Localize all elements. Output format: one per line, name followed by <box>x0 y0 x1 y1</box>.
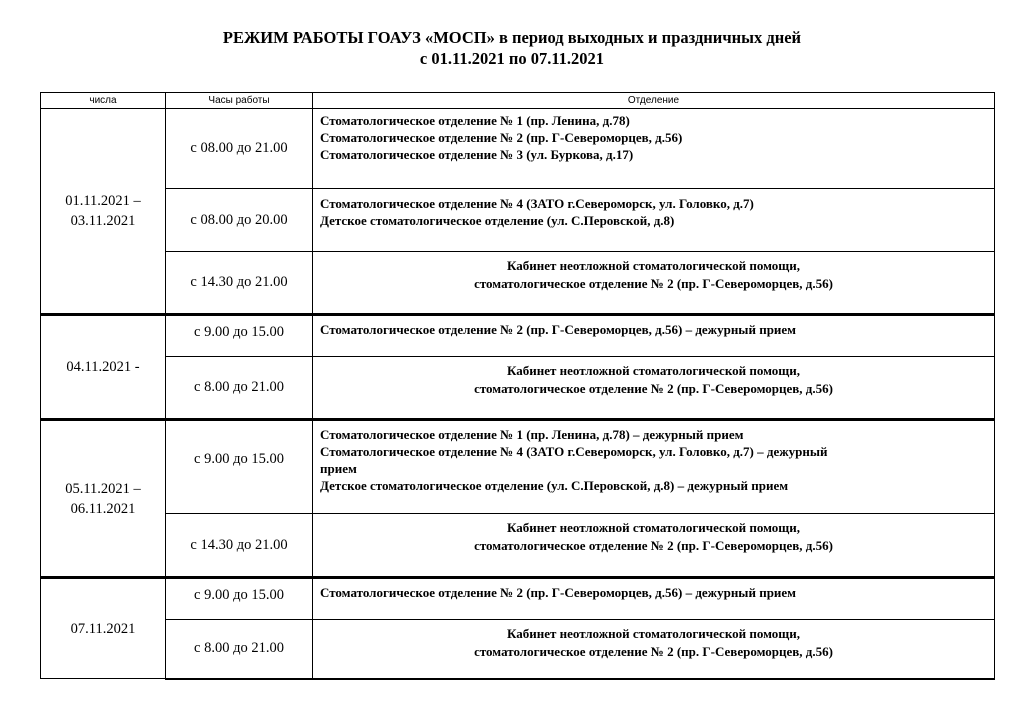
date-text: 07.11.2021 <box>70 620 136 637</box>
department-line: Стоматологическое отделение № 1 (пр. Ленина, д.78) – дежурный прием <box>320 427 744 442</box>
column-header-department: Отделение <box>313 93 995 109</box>
hours-cell: с 9.00 до 15.00 <box>166 315 313 357</box>
date-text: 04.11.2021 - <box>66 359 140 375</box>
department-line: Кабинет неотложной стоматологической помощи, <box>506 363 801 378</box>
department-line: Стоматологическое отделение № 4 (ЗАТО г.Североморск, ул. Головко, д.7) <box>320 196 754 211</box>
department-line: Детское стоматологическое отделение (ул. С.Перовской, д.8) – дежурный прием <box>320 478 789 493</box>
hours-cell: с 14.30 до 21.00 <box>166 514 313 578</box>
department-line: Стоматологическое отделение № 4 (ЗАТО г.Североморск, ул. Головко, д.7) – дежурный <box>320 444 828 459</box>
hours-cell: с 9.00 до 15.00 <box>166 420 313 514</box>
department-line: Стоматологическое отделение № 3 (ул. Буркова, д.17) <box>320 147 634 162</box>
department-line: Стоматологическое отделение № 2 (пр. Г-Североморцев, д.56) – дежурный прием <box>320 585 797 600</box>
column-header-hours: Часы работы <box>166 93 313 109</box>
page-subtitle-period: с 01.11.2021 по 07.11.2021 <box>419 49 605 68</box>
department-line: Стоматологическое отделение № 1 (пр. Ленина, д.78) <box>320 113 630 128</box>
department-line: стоматологическое отделение № 2 (пр. Г-Североморцев, д.56) <box>474 381 833 396</box>
department-cell <box>313 315 995 357</box>
column-header-date: числа <box>41 93 166 109</box>
header-row <box>41 93 995 109</box>
hours-cell: с 14.30 до 21.00 <box>166 252 313 315</box>
department-cell <box>313 109 995 189</box>
department-line: Детское стоматологическое отделение (ул. С.Перовской, д.8) <box>320 213 675 228</box>
department-cell <box>313 420 995 514</box>
date-cell <box>41 109 166 315</box>
department-line: Кабинет неотложной стоматологической помощи, <box>506 258 801 273</box>
table-row <box>41 315 995 357</box>
hours-cell: с 8.00 до 21.00 <box>166 357 313 420</box>
department-line: прием <box>320 461 357 476</box>
department-line: Стоматологическое отделение № 2 (пр. Г-Североморцев, д.56) <box>320 130 683 145</box>
table-row <box>41 578 995 620</box>
page-title: РЕЖИМ РАБОТЫ ГОАУЗ «МОСП» в период выходных и праздничных дней <box>222 28 802 47</box>
department-line: стоматологическое отделение № 2 (пр. Г-Североморцев, д.56) <box>474 276 833 291</box>
date-cell <box>41 420 166 578</box>
date-cell <box>41 578 166 679</box>
hours-cell: с 8.00 до 21.00 <box>166 620 313 679</box>
table-row <box>41 514 995 578</box>
department-cell <box>313 189 995 252</box>
department-cell <box>313 514 995 578</box>
department-cell <box>313 252 995 315</box>
department-line: Кабинет неотложной стоматологической помощи, <box>506 626 801 641</box>
department-line: стоматологическое отделение № 2 (пр. Г-Североморцев, д.56) <box>474 538 833 553</box>
table-row <box>41 620 995 679</box>
department-cell <box>313 357 995 420</box>
hours-cell: с 08.00 до 21.00 <box>166 109 313 189</box>
hours-cell: с 9.00 до 15.00 <box>166 578 313 620</box>
table-row <box>41 420 995 514</box>
schedule-table <box>40 92 995 680</box>
date-text: 01.11.2021 – 03.11.2021 <box>65 193 141 229</box>
department-cell <box>313 620 995 679</box>
department-line: Кабинет неотложной стоматологической помощи, <box>506 520 801 535</box>
department-line: Стоматологическое отделение № 2 (пр. Г-Североморцев, д.56) – дежурный прием <box>320 322 797 337</box>
table-row <box>41 252 995 315</box>
table-row <box>41 109 995 189</box>
department-line: стоматологическое отделение № 2 (пр. Г-Североморцев, д.56) <box>474 644 833 659</box>
table-row <box>41 357 995 420</box>
hours-cell: с 08.00 до 20.00 <box>166 189 313 252</box>
date-text: 05.11.2021 – 06.11.2021 <box>65 480 141 517</box>
department-cell <box>313 578 995 620</box>
date-cell <box>41 315 166 420</box>
table-row <box>41 189 995 252</box>
